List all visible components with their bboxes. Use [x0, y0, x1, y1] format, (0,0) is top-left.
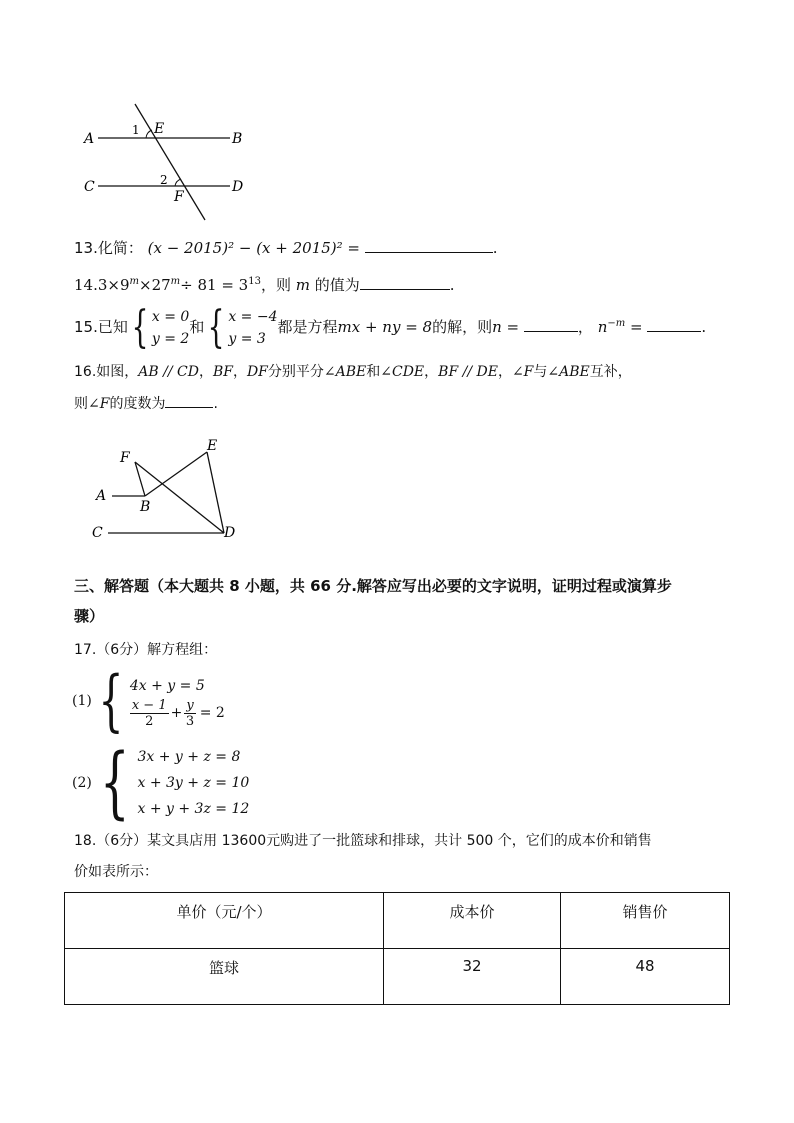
q16-n: ∠F — [511, 364, 534, 380]
q17-p1-label: (1) — [72, 693, 92, 709]
label-b: B — [232, 131, 243, 147]
q15-sys1-row2: y = 2 — [151, 331, 190, 347]
q15-blank-n[interactable] — [524, 315, 578, 332]
q16-answer-blank[interactable] — [165, 391, 213, 408]
q15-and: 和 — [189, 318, 205, 336]
q15-system-2 — [204, 302, 278, 353]
label-d: D — [232, 179, 244, 195]
segment-fd — [135, 462, 224, 533]
q14-tail: 的值为 — [314, 276, 360, 294]
q15-equation: mx + ny = 8 — [337, 318, 433, 336]
label-c: C — [84, 179, 95, 195]
q15-eq: = — [625, 318, 643, 336]
q15-text2: 的解，则 — [432, 318, 493, 336]
q17-p1-brace: { — [98, 662, 124, 739]
q13-prefix: 13.化简： — [74, 239, 143, 257]
q13-expression: (x − 2015)² − (x + 2015)² = — [147, 239, 360, 257]
table-row — [65, 949, 730, 1005]
q15-brace-1: { — [131, 302, 149, 353]
question-15 — [74, 300, 706, 351]
q15-sys2-row1: x = −4 — [228, 309, 278, 325]
label-angle-2: 2 — [160, 173, 168, 187]
q16-g: 分别平分 — [267, 364, 324, 380]
table-header-cell: 成本价 — [384, 893, 561, 949]
table-cell: 48 — [561, 949, 730, 1005]
q14-exp-2: m — [170, 276, 181, 287]
q17-p1-plus: + — [170, 705, 183, 721]
question-17-title: 17.（6分）解方程组： — [74, 642, 218, 658]
q16-line2-d: . — [213, 396, 218, 412]
segment-bf — [135, 462, 145, 496]
section-3-heading: 三、解答题（本大题共 8 小题，共 66 分.解答应写出必要的文字说明，证明过程或演算步 — [74, 577, 672, 595]
q16-h: ∠ABE — [323, 364, 367, 380]
q17-p1-eq: = 2 — [199, 705, 225, 721]
question-14 — [74, 270, 455, 297]
angle-2-arc — [175, 179, 181, 186]
q16-e: ， — [232, 364, 247, 380]
q16-a: 16.如图， — [74, 364, 139, 380]
q17-part-2 — [72, 738, 250, 828]
question-16-line-1 — [74, 360, 632, 384]
q16-q: 互补， — [589, 364, 632, 380]
q17-p2-row1: 3x + y + z = 8 — [137, 749, 241, 765]
fig2-label-c: C — [92, 525, 103, 541]
q16-d: BF — [212, 364, 233, 380]
q16-j: ∠CDE — [380, 364, 425, 380]
q15-nm: n — [597, 318, 608, 336]
q17-p1-row1: 4x + y = 5 — [129, 677, 205, 694]
q15-text: 都是方程 — [277, 318, 338, 336]
q17-p1-frac1-den: 2 — [145, 713, 154, 729]
q17-p2-brace: { — [99, 738, 130, 828]
q14-var: m — [295, 276, 310, 294]
q17-p1-frac1-num: x − 1 — [131, 697, 167, 713]
q17-p2-label: (2) — [72, 775, 92, 791]
q15-nm-exp: −m — [607, 318, 626, 329]
q15-system-1 — [128, 302, 190, 353]
question-16-line-2 — [74, 391, 218, 416]
q16-c: ， — [198, 364, 213, 380]
q15-prefix: 15.已知 — [74, 318, 128, 336]
q16-line2-b: ∠F — [88, 396, 110, 412]
q16-f: DF — [246, 364, 268, 380]
fig2-label-f: F — [120, 450, 130, 466]
q15-sys1-row1: x = 0 — [151, 309, 190, 325]
q16-k: ， — [424, 364, 439, 380]
q17-p2-row2: x + 3y + z = 10 — [137, 775, 250, 791]
label-e: E — [154, 121, 165, 137]
label-f: F — [174, 189, 184, 205]
table-header-cell: 销售价 — [561, 893, 730, 949]
q16-i: 和 — [366, 364, 381, 380]
q16-l: BF // DE — [438, 364, 498, 380]
q14-expr-mid2: ÷ 81 = 3 — [180, 276, 249, 294]
q13-end: . — [492, 239, 498, 257]
q17-p1-frac2-num: y — [186, 697, 194, 713]
label-a: A — [84, 131, 95, 147]
table-cell: 篮球 — [65, 949, 384, 1005]
q14-expr-base: 14.3×9 — [74, 276, 130, 294]
q15-sys2-row2: y = 3 — [228, 331, 266, 347]
q15-n-eq: n = — [492, 318, 520, 336]
label-angle-1: 1 — [132, 123, 140, 137]
q14-text: ，则 — [260, 276, 291, 294]
fig2-label-b: B — [140, 499, 151, 515]
price-table — [64, 892, 730, 1005]
question-13 — [74, 236, 498, 260]
fig2-label-a: A — [96, 488, 107, 504]
q17-p1-frac2-den: 3 — [185, 713, 195, 729]
q14-end: . — [449, 276, 455, 294]
table-cell: 32 — [384, 949, 561, 1005]
q16-p: ∠ABE — [547, 364, 590, 380]
q16-b: AB // CD — [138, 364, 199, 380]
question-18-line-1: 18.（6分）某文具店用 13600元购进了一批篮球和排球，共计 500 个，它们的成本价和销售 — [74, 833, 652, 849]
q17-p1-frac2 — [184, 698, 195, 729]
table-header-cell: 单价（元/个） — [65, 893, 384, 949]
figure-angle-bisectors — [88, 436, 248, 546]
q16-line2-a: 则 — [74, 396, 88, 412]
transversal-line — [135, 104, 205, 220]
q17-p2-row3: x + y + 3z = 12 — [137, 801, 250, 817]
q14-answer-blank[interactable] — [360, 273, 450, 290]
q16-line2-c: 的度数为 — [109, 396, 166, 412]
fig2-label-d: D — [224, 525, 236, 541]
q16-o: 与 — [533, 364, 548, 380]
q15-end: . — [701, 318, 707, 336]
q17-part-1 — [72, 662, 225, 739]
q15-brace-2: { — [207, 302, 225, 353]
q15-sep: ， — [577, 318, 593, 336]
q13-answer-blank[interactable] — [365, 236, 493, 253]
fig2-label-e: E — [207, 438, 218, 454]
q14-expr-mid1: ×27 — [139, 276, 171, 294]
table-header-row — [65, 893, 730, 949]
q15-blank-nm[interactable] — [647, 315, 701, 332]
q17-p1-frac1 — [130, 698, 169, 729]
section-3-heading-cont: 骤） — [74, 607, 105, 625]
q14-exp-1: m — [129, 276, 139, 287]
question-18-line-2: 价如表所示： — [74, 864, 158, 880]
segment-be — [145, 452, 207, 496]
q16-m: ， — [497, 364, 512, 380]
figure-parallel-transversal — [80, 100, 260, 225]
q14-exp-3: 13 — [248, 276, 261, 287]
